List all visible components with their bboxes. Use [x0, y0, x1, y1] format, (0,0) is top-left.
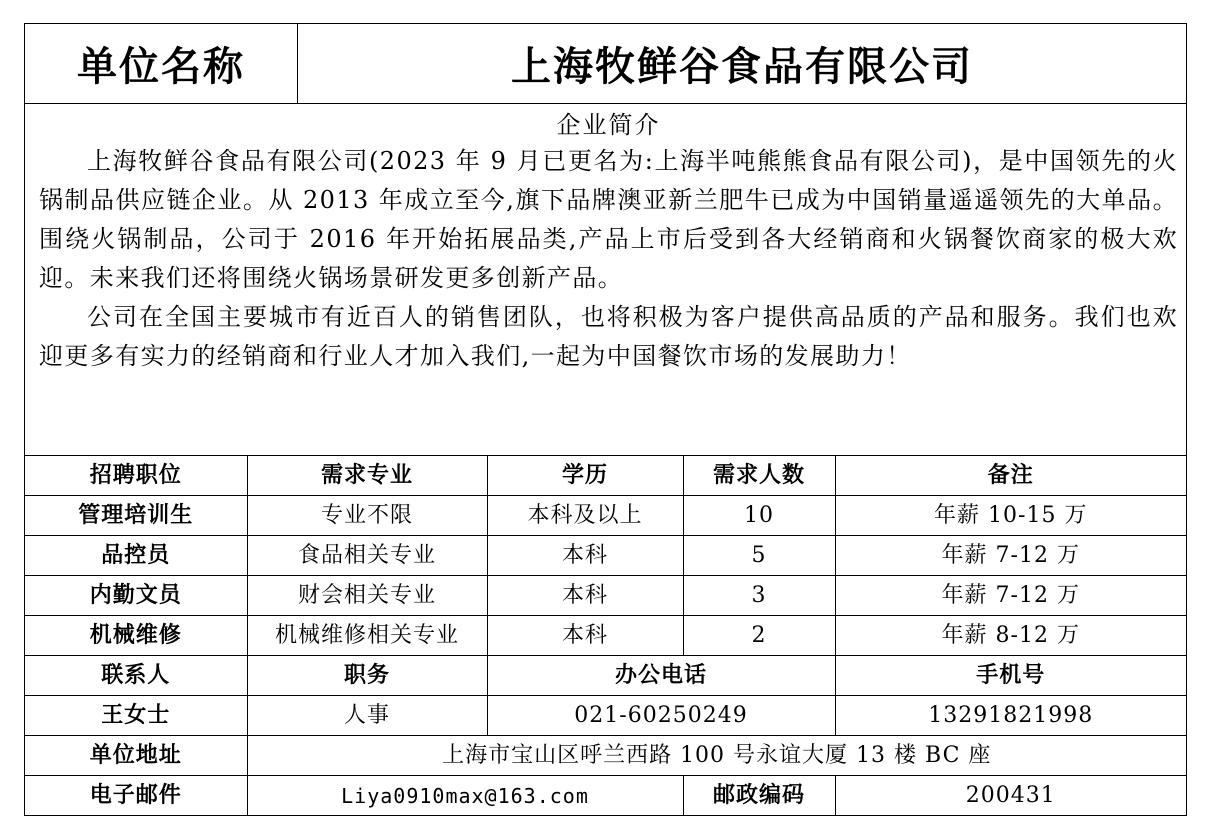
job-notes: 年薪 8-12 万 — [835, 616, 1186, 656]
company-intro — [25, 104, 1186, 456]
job-major: 财会相关专业 — [247, 576, 487, 616]
address-label: 单位地址 — [25, 736, 247, 776]
jobs-header-education: 学历 — [487, 456, 683, 496]
contact-row — [25, 696, 1186, 736]
job-row — [25, 576, 1186, 616]
job-row — [25, 496, 1186, 536]
job-education: 本科 — [487, 536, 683, 576]
postcode-label: 邮政编码 — [683, 776, 835, 816]
jobs-header-headcount: 需求人数 — [683, 456, 835, 496]
jobs-header-major: 需求专业 — [247, 456, 487, 496]
job-row — [25, 616, 1186, 656]
job-position: 内勤文员 — [25, 576, 247, 616]
job-headcount: 3 — [683, 576, 835, 616]
postcode-value: 200431 — [835, 776, 1186, 816]
intro-title: 企业简介 — [556, 111, 661, 139]
job-headcount: 10 — [683, 496, 835, 536]
contact-role: 人事 — [247, 696, 487, 736]
job-position: 品控员 — [25, 536, 247, 576]
contact-header-row — [25, 656, 1186, 696]
contact-office-phone: 021-60250249 — [487, 696, 835, 736]
job-notes: 年薪 7-12 万 — [835, 576, 1186, 616]
company-name: 上海牧鲜谷食品有限公司 — [511, 44, 973, 90]
job-notes: 年薪 10-15 万 — [835, 496, 1186, 536]
jobs-header-notes: 备注 — [835, 456, 1186, 496]
email-value[interactable]: Liya0910max@163.com — [247, 776, 683, 816]
address-row — [25, 736, 1186, 776]
job-position: 机械维修 — [25, 616, 247, 656]
company-name-label: 单位名称 — [25, 24, 298, 103]
intro-paragraph: 公司在全国主要城市有近百人的销售团队，也将积极为客户提供高品质的产品和服务。我们也欢迎更多有实力的经销商和行业人才加入我们,一起为中国餐饮市场的发展助力！ — [39, 303, 1178, 370]
contact-name: 王女士 — [25, 696, 247, 736]
contact-header-role: 职务 — [247, 656, 487, 696]
job-headcount: 5 — [683, 536, 835, 576]
job-major: 食品相关专业 — [247, 536, 487, 576]
job-major: 机械维修相关专业 — [247, 616, 487, 656]
intro-paragraph: 上海牧鲜谷食品有限公司(2023 年 9 月已更名为:上海半吨熊熊食品有限公司)，是中国领先的火锅制品供应链企业。从 2013 年成立至今,旗下品牌澳亚新兰肥牛已成为中国销量遥遥领先的大单品。围绕火锅制品，公司于 2016 年开始拓展品类,产品上市后受到各大经销商和火锅餐饮商家的极大欢迎。未来我们还将围绕火锅场景研发更多创新产品。 — [39, 147, 1178, 292]
job-row — [25, 536, 1186, 576]
contact-header-office-phone: 办公电话 — [487, 656, 835, 696]
email-label: 电子邮件 — [25, 776, 247, 816]
job-education: 本科及以上 — [487, 496, 683, 536]
jobs-header-row — [25, 456, 1186, 496]
company-header-row — [25, 24, 1186, 104]
recruitment-sheet — [24, 23, 1187, 816]
contact-mobile: 13291821998 — [835, 696, 1186, 736]
address-value: 上海市宝山区呼兰西路 100 号永谊大厦 13 楼 BC 座 — [247, 736, 1186, 776]
info-table — [25, 456, 1186, 815]
email-row — [25, 776, 1186, 816]
job-notes: 年薪 7-12 万 — [835, 536, 1186, 576]
contact-header-person: 联系人 — [25, 656, 247, 696]
job-education: 本科 — [487, 616, 683, 656]
job-position: 管理培训生 — [25, 496, 247, 536]
contact-header-mobile: 手机号 — [835, 656, 1186, 696]
job-major: 专业不限 — [247, 496, 487, 536]
job-headcount: 2 — [683, 616, 835, 656]
jobs-header-position: 招聘职位 — [25, 456, 247, 496]
job-education: 本科 — [487, 576, 683, 616]
